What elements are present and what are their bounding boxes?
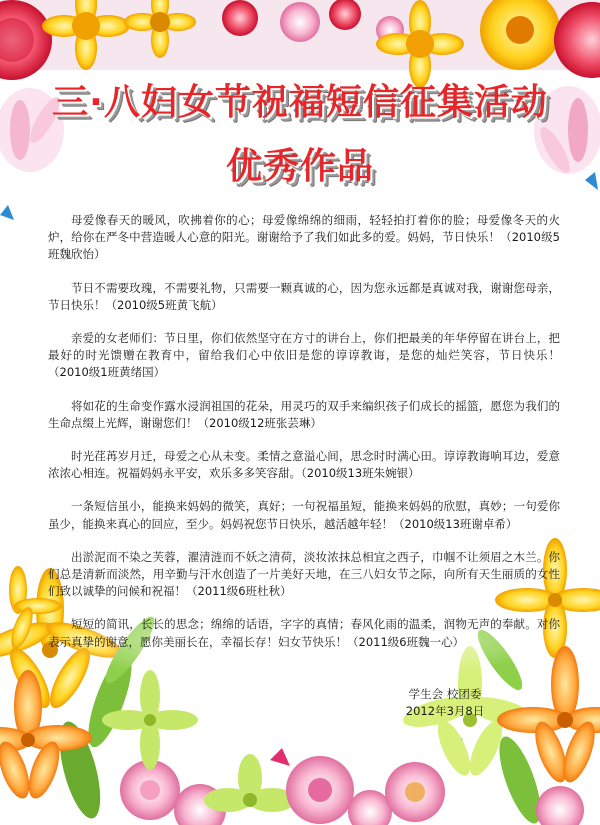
message-text: 一条短信虽小，能换来妈妈的微笑，真好；一句祝福虽短，能换来妈妈的欣慰，真妙；一句爱你虽少，能换来真心的回应，至少。妈妈祝您节日快乐，越活越年轻！ [48, 499, 560, 531]
message-text: 将如花的生命变作露水浸润祖国的花朵，用灵巧的双手来编织孩子们成长的摇篮，愿您为我们的生命点缀上光辉，谢谢您们！ [48, 398, 560, 430]
message-entry-7 [48, 549, 560, 601]
message-signature: （2010级5班黄飞航） [105, 297, 223, 312]
message-entry-5 [48, 448, 560, 482]
message-signature: （2010级5班魏欣怡） [48, 230, 560, 262]
message-signature: （2011级6班杜秋） [186, 584, 292, 599]
message-entry-6 [48, 498, 560, 532]
message-entry-4 [48, 398, 560, 432]
message-text: 亲爱的女老师们：节日里，你们依然坚守在方寸的讲台上，你们把最美的年华停留在讲台上，把最好的时光馈赠在教育中，留给我们心中依旧是您的谆谆教诲，是您的灿烂笑容，节日快乐！ [48, 331, 560, 363]
organizer-label: 学生会 校团委 [408, 687, 482, 701]
message-text: 节日不需要玫瑰，不需要礼物，只需要一颗真诚的心，因为您永远都是真诚对我，谢谢您母亲，节日快乐！ [48, 280, 560, 312]
poster-footer [380, 686, 510, 720]
message-list [48, 212, 560, 667]
message-text: 时光荏苒岁月迁，母爱之心从未变。柔情之意溢心间，思念时时满心田。谆谆教诲响耳边，爱意浓浓心相连。祝福妈妈永平安，欢乐多多笑容甜。 [48, 449, 560, 481]
message-signature: （2010级13班朱婉银） [301, 466, 420, 481]
message-text: 母爱像春天的暖风，吹拂着你的心；母爱像绵绵的细雨，轻轻拍打着你的脸；母爱像冬天的火炉，给你在严冬中营造暖人心意的阳光。谢谢给予了我们如此多的爱。妈妈，节日快乐！ [48, 213, 560, 245]
message-entry-8 [48, 616, 560, 650]
message-entry-3 [48, 330, 560, 382]
message-text: 出淤泥而不染之芙蓉，濯清涟而不妖之清荷，淡妆浓抹总相宜之西子，巾帼不让须眉之木兰。你们总是清新而淡然，用辛勤与汗水创造了一片美好天地，在三八妇女节之际，向所有天生丽质的女性们致以诚挚的问候和祝福！ [48, 549, 560, 599]
message-signature: （2010级1班黄绪国） [48, 365, 166, 380]
date-label: 2012年3月8日 [405, 704, 485, 718]
poster-subtitle: 优秀作品 [225, 146, 374, 187]
message-entry-1 [48, 212, 560, 264]
message-signature: （2011级6班魏一心） [347, 634, 465, 649]
message-signature: （2010级12班张芸琳） [197, 415, 322, 430]
message-text: 短短的简讯，长长的思念；绵绵的话语，字字的真情；春风化雨的温柔，润物无声的奉献。对你表示真挚的谢意，愿你美丽长在，幸福长存！妇女节快乐！ [48, 617, 560, 649]
message-signature: （2010级13班谢卓希） [393, 516, 518, 531]
poster-title: 三·八妇女节祝福短信征集活动 [52, 82, 548, 123]
message-entry-2 [48, 280, 560, 314]
